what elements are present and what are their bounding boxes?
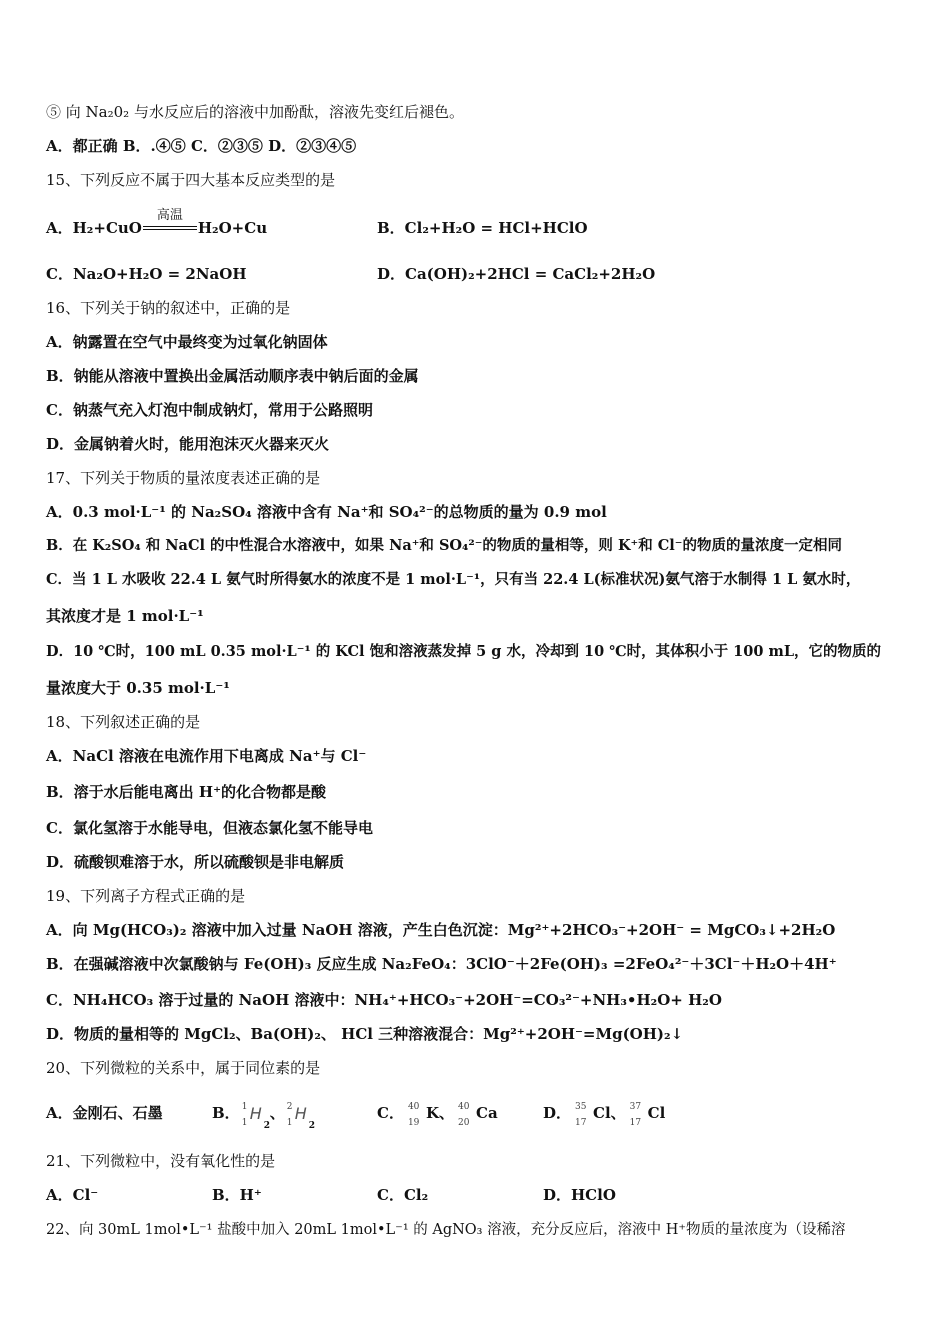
reaction-condition bbox=[143, 208, 197, 239]
q19-option-b: B．在强碱溶液中次氯酸钠与 Fe(OH)₃ 反应生成 Na₂FeO₄：3ClO⁻＋2Fe(OH)₃ =2FeO₄²⁻＋3Cl⁻＋H₂O＋4H⁺ bbox=[46, 955, 837, 973]
q17-option-b: B．在 K₂SO₄ 和 NaCl 的中性混合水溶液中，如果 Na⁺和 SO₄²⁻的物质的量相等，则 K⁺和 Cl⁻的物质的量浓度一定相同 bbox=[46, 537, 842, 554]
q14-answer-options: A．都正确 B．.④⑤ C．②③⑤ D．②③④⑤ bbox=[46, 137, 357, 155]
question-18: 18、下列叙述正确的是 bbox=[46, 713, 201, 731]
cl-37-nuclide: 37 17 bbox=[629, 1102, 642, 1128]
cl-35-nuclide: 35 17 bbox=[575, 1102, 587, 1128]
q17-option-c-line2: 其浓度才是 1 mol·L⁻¹ bbox=[46, 607, 204, 625]
q15-option-c: C．Na₂O+H₂O = 2NaOH bbox=[46, 265, 247, 283]
q17-option-c-line1: C．当 1 L 水吸收 22.4 L 氨气时所得氨水的浓度不是 1 mol·L⁻¹，只有当 22.4 L(标准状况)氨气溶于水制得 1 L 氨水时， bbox=[46, 571, 861, 588]
question-21: 21、下列微粒中，没有氧化性的是 bbox=[46, 1152, 276, 1170]
q17-option-a: A．0.3 mol·L⁻¹ 的 Na₂SO₄ 溶液中含有 Na⁺和 SO₄²⁻的总物质的量为 0.9 mol bbox=[46, 503, 607, 521]
q15a-products: H₂O+Cu bbox=[197, 219, 268, 237]
question-17: 17、下列关于物质的量浓度表述正确的是 bbox=[46, 469, 321, 487]
q21-option-d: D．HClO bbox=[543, 1186, 616, 1204]
q16-option-b: B．钠能从溶液中置换出金属活动顺序表中钠后面的金属 bbox=[46, 367, 419, 385]
q21-option-a: A．Cl⁻ bbox=[46, 1186, 99, 1204]
q20b-label: B． bbox=[212, 1104, 240, 1122]
q20c-label: C． bbox=[377, 1104, 404, 1122]
q20-option-c: C． 40 19 K、 40 20 Ca bbox=[377, 1102, 498, 1128]
q18-option-c: C．氯化氢溶于水能导电，但液态氯化氢不能导电 bbox=[46, 819, 373, 837]
q16-option-d: D．金属钠着火时，能用泡沫灭火器来灭火 bbox=[46, 435, 330, 453]
hydrogen-2-nuclide: 2 1 H 2 bbox=[286, 1102, 315, 1131]
question-16: 16、下列关于钠的叙述中，正确的是 bbox=[46, 299, 291, 317]
q20d-label: D． bbox=[543, 1104, 572, 1122]
statement-5: ⑤ 向 Na₂0₂ 与水反应后的溶液中加酚酞，溶液先变红后褪色。 bbox=[46, 103, 464, 121]
question-22: 22、向 30mL 1mol•L⁻¹ 盐酸中加入 20mL 1mol•L⁻¹ 的 AgNO₃ 溶液，充分反应后，溶液中 H⁺物质的量浓度为（设稀溶 bbox=[46, 1222, 846, 1238]
q17-option-d-line1: D．10 ℃时，100 mL 0.35 mol·L⁻¹ 的 KCl 饱和溶液蒸发掉 5 g 水，冷却到 10 ℃时，其体积小于 100 mL，它的物质的 bbox=[46, 643, 882, 660]
q19-option-a: A．向 Mg(HCO₃)₂ 溶液中加入过量 NaOH 溶液，产生白色沉淀：Mg²⁺+2HCO₃⁻+2OH⁻ = MgCO₃↓+2H₂O bbox=[46, 921, 836, 939]
q16-option-a: A．钠露置在空气中最终变为过氧化钠固体 bbox=[46, 333, 328, 351]
q19-option-d: D．物质的量相等的 MgCl₂、Ba(OH)₂、 HCl 三种溶液混合：Mg²⁺+2OH⁻=Mg(OH)₂↓ bbox=[46, 1025, 684, 1043]
ca-nuclide: 40 20 bbox=[458, 1102, 470, 1128]
q15-option-d: D．Ca(OH)₂+2HCl = CaCl₂+2H₂O bbox=[377, 265, 656, 283]
hydrogen-1-nuclide: 1 1 H 2 bbox=[241, 1102, 270, 1131]
q15-option-b: B．Cl₂+H₂O = HCl+HClO bbox=[377, 219, 588, 237]
q21-option-b: B．H⁺ bbox=[212, 1186, 262, 1204]
question-20: 20、下列微粒的关系中，属于同位素的是 bbox=[46, 1059, 321, 1077]
q19-option-c: C．NH₄HCO₃ 溶于过量的 NaOH 溶液中：NH₄⁺+HCO₃⁻+2OH⁻=CO₃²⁻+NH₃•H₂O+ H₂O bbox=[46, 991, 722, 1009]
question-15: 15、下列反应不属于四大基本反应类型的是 bbox=[46, 171, 336, 189]
q16-option-c: C．钠蒸气充入灯泡中制成钠灯，常用于公路照明 bbox=[46, 401, 373, 419]
q17-option-d-line2: 量浓度大于 0.35 mol·L⁻¹ bbox=[46, 679, 230, 697]
q18-option-a: A．NaCl 溶液在电流作用下电离成 Na⁺与 Cl⁻ bbox=[46, 747, 367, 765]
q15a-reactants: A．H₂+CuO bbox=[46, 219, 142, 237]
k-nuclide: 40 19 bbox=[407, 1102, 420, 1128]
q20-option-b: B． 1 1 H 2 、 2 1 H 2 bbox=[212, 1102, 315, 1131]
q21-option-c: C．Cl₂ bbox=[377, 1186, 429, 1204]
high-temp-label: 高温 bbox=[156, 208, 183, 223]
question-19: 19、下列离子方程式正确的是 bbox=[46, 887, 246, 905]
q20-option-d: D． 35 17 Cl、 37 17 Cl bbox=[543, 1102, 666, 1128]
q18-option-d: D．硫酸钡难溶于水，所以硫酸钡是非电解质 bbox=[46, 853, 345, 871]
q20-option-a: A．金刚石、石墨 bbox=[46, 1104, 163, 1122]
q15-option-a bbox=[46, 208, 268, 239]
q18-option-b: B．溶于水后能电离出 H⁺的化合物都是酸 bbox=[46, 783, 326, 801]
